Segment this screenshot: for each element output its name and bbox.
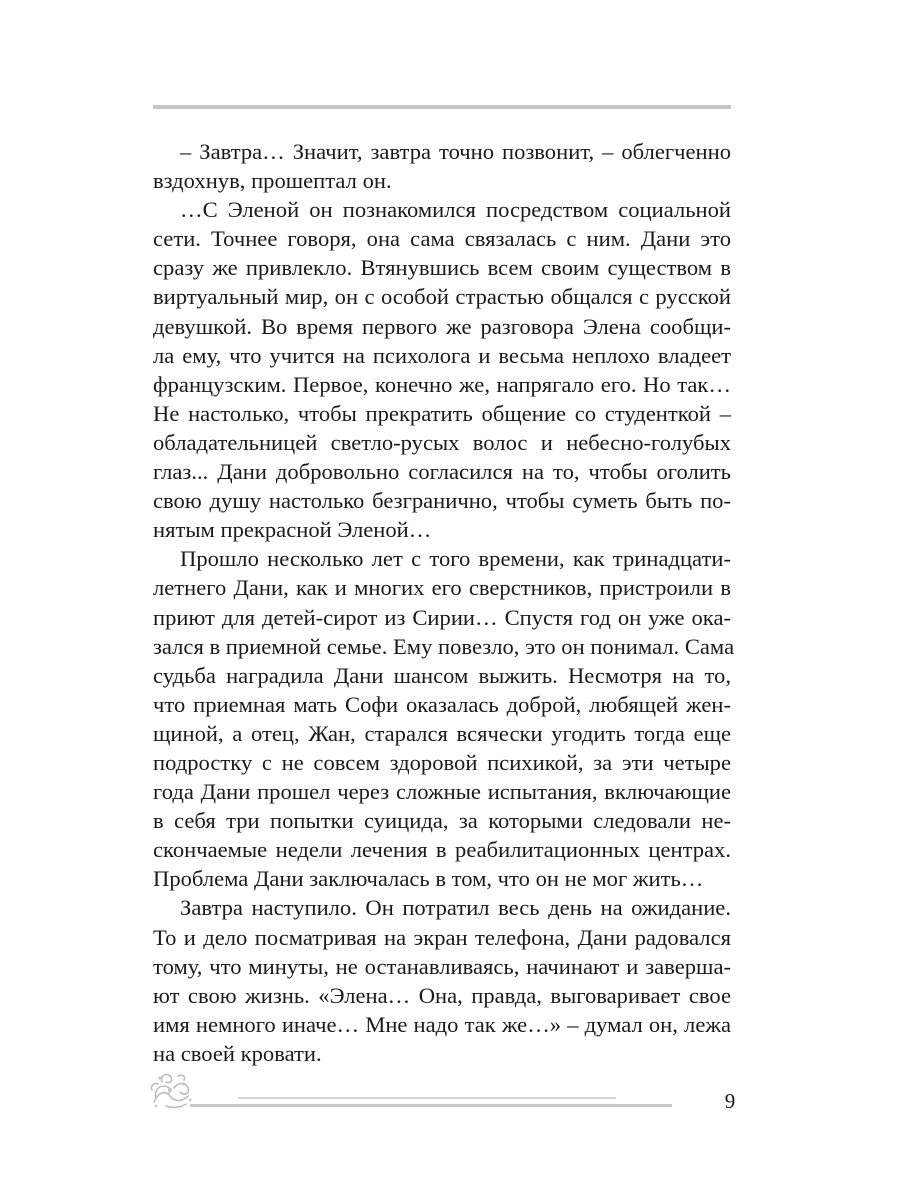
text-line: То и дело посматривая на экран телефона, Дани радовался [153,924,731,950]
footer-rule [190,1104,672,1107]
text-line: вздохнув, прошептал он. [153,168,392,194]
text-line: Не настолько, чтобы прекратить общение со студенткой – [153,400,731,426]
text-line: девушкой. Во время первого же разговора Элена сообщи- [153,313,731,339]
text-line: сразу же привлекло. Втянувшись всем своим существом в [153,255,731,281]
text-line: французским. Первое, конечно же, напрягало его. Но так… [153,371,731,397]
text-line: тому, что минуты, не останавливаясь, начинают и заверша- [153,953,731,979]
text-line: в себя три попытки суицида, за которыми следовали не- [153,808,731,834]
page-number: 9 [724,1089,736,1113]
text-line: судьба наградила Дани шансом выжить. Несмотря на то, [153,662,731,688]
header-rule [153,105,731,109]
text-line: ла ему, что учится на психолога и весьма неплохо владеет [153,342,731,368]
text-line: на своей кровати. [153,1040,322,1066]
text-line: обладательницей светло-русых волос и небесно-голубых [153,429,731,455]
text-line: приют для детей-сирот из Сирии… Спустя год он уже ока- [153,604,731,630]
text-line: Проблема Дани заключалась в том, что он не мог жить… [153,866,704,892]
text-line: летнего Дани, как и многих его сверстников, пристроили в [153,575,731,601]
text-line: что приемная мать Софи оказалась доброй, любящей жен- [153,691,731,717]
text-line: зался в приемной семье. Ему повезло, это он понимал. Сама [153,633,735,659]
text-line: сети. Точнее говоря, она сама связалась с ним. Дани это [153,226,731,252]
text-line: Завтра наступило. Он потратил весь день на ожидание. [180,895,731,921]
text-line: …С Эленой он познакомился посредством социальной [180,197,731,223]
text-line: скончаемые недели лечения в реабилитационных центрах. [153,837,731,863]
text-line: подростку с не совсем здоровой психикой, за эти четыре [153,749,731,775]
text-line: – Завтра… Значит, завтра точно позвонит, – облегченно [180,139,731,164]
text-line: щиной, а отец, Жан, старался всячески угодить тогда еще [153,720,731,746]
text-line: виртуальный мир, он с особой страстью общался с русской [153,284,731,310]
text-line: имя немного иначе… Мне надо так же…» – думал он, лежа [153,1011,731,1037]
text-line: нятым прекрасной Эленой… [153,517,432,543]
text-line: свою душу настолько безгранично, чтобы суметь быть по- [153,488,731,514]
text-line: Прошло несколько лет с того времени, как тринадцати- [180,546,731,572]
text-line: ют свою жизнь. «Элена… Она, правда, выговаривает свое [153,982,731,1008]
text-line: глаз... Дани добровольно согласился на то, чтобы оголить [153,459,731,485]
floral-ornament-icon [148,1068,196,1110]
footer-rule-inner [238,1097,616,1099]
page-body [153,137,735,1068]
text-line: года Дани прошел через сложные испытания, включающие [153,779,731,805]
